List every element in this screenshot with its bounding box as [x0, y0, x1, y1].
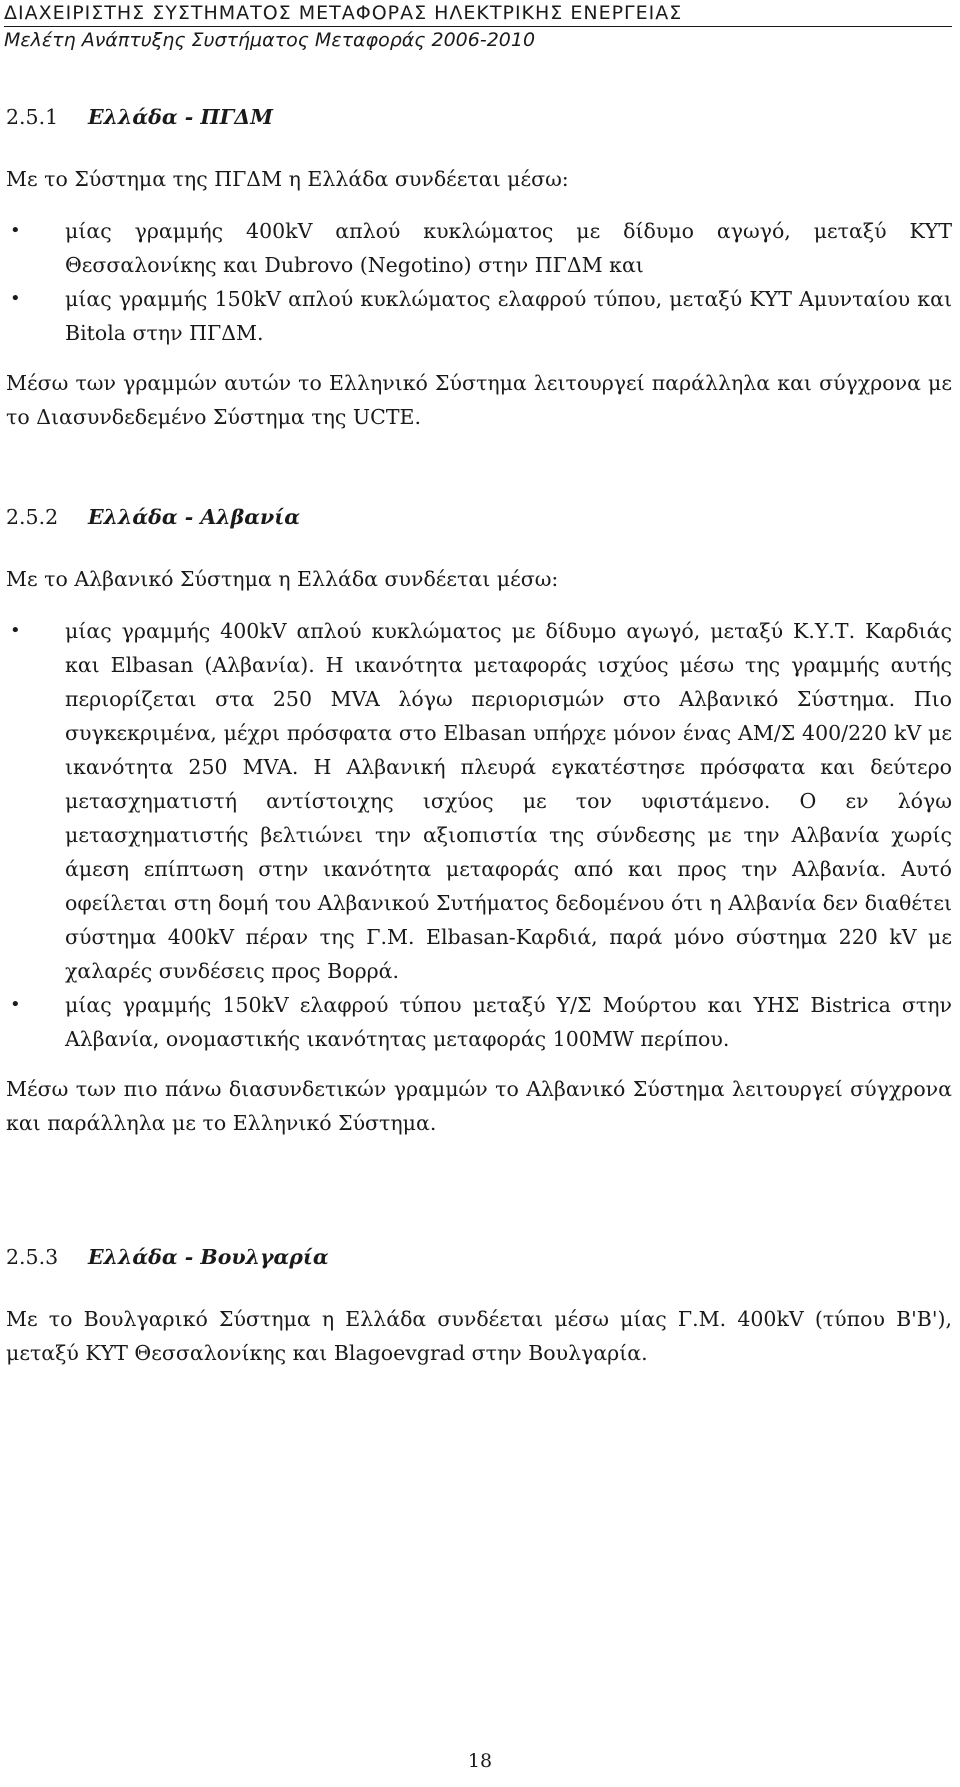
- list-item: [6, 214, 952, 282]
- bullet-list: [6, 214, 952, 350]
- section-heading: [6, 100, 952, 134]
- document-body: [6, 100, 952, 1370]
- bullet-marker: •: [10, 288, 21, 309]
- bullet-list: [6, 614, 952, 1056]
- section-number: 2.5.1: [6, 105, 59, 129]
- list-item: [6, 282, 952, 350]
- list-item: [6, 614, 952, 988]
- bullet-marker: •: [10, 994, 21, 1015]
- list-item-text: μίας γραμμής 400kV απλού κυκλώματος με δίδυμο αγωγό, μεταξύ Κ.Υ.Τ. Καρδιάς και Elbasan (Αλβανία). Η ικανότητα μεταφοράς ισχύος μέσω της γραμμής αυτής περιορίζεται στα 250 MVA λόγω περιορισμών στο Αλβανικό Σύστημα. Πιο συγκεκριμένα, μέχρι πρόσφατα στο Elbasan υπήρχε μόνον ένας ΑΜ/Σ 400/220 kV με ικανότητα 250 MVA. Η Αλβανική πλευρά εγκατέστησε πρόσφατα και δεύτερο μετασχηματιστή αντίστοιχης ισχύος με τον υφιστάμενο. Ο εν λόγω μετασχηματιστής βελτιώνει την αξιοπιστία της σύνδεσης με την Αλβανία χωρίς άμεση επίπτωση στην ικανότητα μεταφοράς από και προς την Αλβανία. Αυτό οφείλεται στη δομή του Αλβανικού Συτήματος δεδομένου ότι η Αλβανία δεν διαθέτει σύστημα 400kV πέραν της Γ.Μ. Elbasan-Καρδιά, παρά μόνο σύστημα 220 kV με χαλαρές συνδέσεις προς Βορρά.: [65, 619, 952, 983]
- page-header: [4, 0, 952, 53]
- section-intro: Με το Σύστημα της ΠΓΔΜ η Ελλάδα συνδέεται μέσω:: [6, 167, 569, 191]
- list-item: [6, 988, 952, 1056]
- page-number: 18: [467, 1750, 493, 1772]
- header-subtitle: Μελέτη Ανάπτυξης Συστήματος Μεταφοράς 2006-2010: [4, 29, 536, 51]
- section-number: 2.5.3: [6, 1245, 59, 1269]
- list-item-text: μίας γραμμής 150kV απλού κυκλώματος ελαφρού τύπου, μεταξύ ΚΥΤ Αμυνταίου και Bitola στην ΠΓΔΜ.: [65, 287, 952, 345]
- section-title: Ελλάδα - Βουλγαρία: [88, 1245, 329, 1269]
- list-item-text: μίας γραμμής 400kV απλού κυκλώματος με δίδυμο αγωγό, μεταξύ ΚΥΤ Θεσσαλονίκης και Dubrovo (Negotino) στην ΠΓΔΜ και: [65, 219, 952, 277]
- section-closing: Μέσω των γραμμών αυτών το Ελληνικό Σύστημα λειτουργεί παράλληλα και σύγχρονα με το Διασυνδεδεμένο Σύστημα της UCTE.: [6, 371, 952, 429]
- section-title: Ελλάδα - ΠΓΔΜ: [88, 105, 273, 129]
- section-intro: Με το Αλβανικό Σύστημα η Ελλάδα συνδέεται μέσω:: [6, 567, 559, 591]
- section-title: Ελλάδα - Αλβανία: [88, 505, 300, 529]
- header-organization: ΔΙΑΧΕΙΡΙΣΤΗΣ ΣΥΣΤΗΜΑΤΟΣ ΜΕΤΑΦΟΡΑΣ ΗΛΕΚΤΡΙΚΗΣ ΕΝΕΡΓΕΙΑΣ: [4, 2, 683, 24]
- section-greece-bulgaria: [6, 1240, 952, 1370]
- section-heading: [6, 1240, 952, 1274]
- bullet-marker: •: [10, 220, 21, 241]
- section-closing: Μέσω των πιο πάνω διασυνδετικών γραμμών το Αλβανικό Σύστημα λειτουργεί σύγχρονα και παράλληλα με το Ελληνικό Σύστημα.: [6, 1077, 952, 1135]
- bullet-marker: •: [10, 620, 21, 641]
- list-item-text: μίας γραμμής 150kV ελαφρού τύπου μεταξύ Υ/Σ Μούρτου και ΥΗΣ Bistrica στην Αλβανία, ονομαστικής ικανότητας μεταφοράς 100MW περίπου.: [65, 993, 952, 1051]
- section-heading: [6, 500, 952, 534]
- section-greece-fyrom: [6, 100, 952, 434]
- section-number: 2.5.2: [6, 505, 59, 529]
- section-intro: Με το Βουλγαρικό Σύστημα η Ελλάδα συνδέεται μέσω μίας Γ.Μ. 400kV (τύπου Β'Β'), μεταξύ ΚΥΤ Θεσσαλονίκης και Blagoevgrad στην Βουλγαρία.: [6, 1307, 952, 1365]
- section-greece-albania: [6, 500, 952, 1140]
